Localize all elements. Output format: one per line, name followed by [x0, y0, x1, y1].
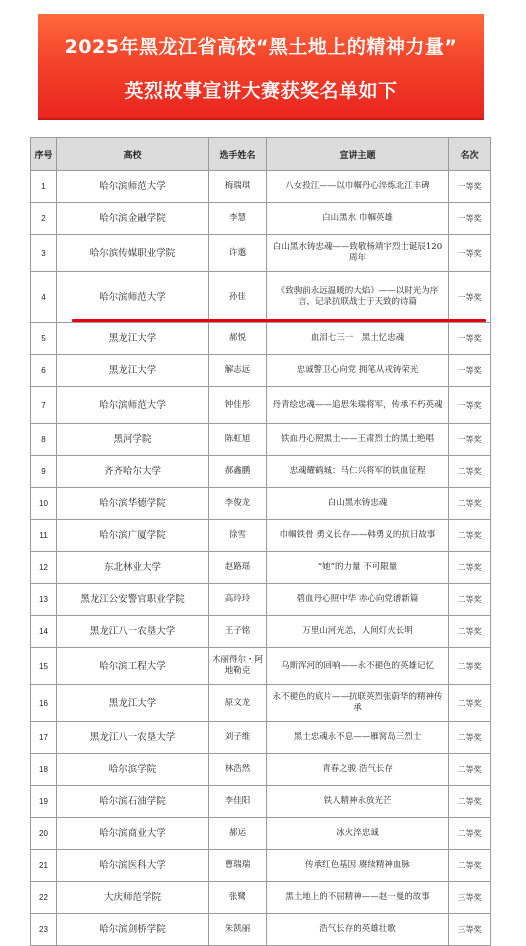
cell-award: 二等奖	[449, 818, 491, 850]
cell-award: 一等奖	[449, 424, 491, 456]
cell-theme: 传承红色基因 赓续精神血脉	[267, 850, 449, 882]
table-row	[31, 648, 491, 685]
cell-name: 李慧	[209, 203, 267, 235]
cell-name: 刘子维	[209, 722, 267, 754]
header-school: 高校	[57, 138, 209, 171]
cell-theme: 白山黑水 巾帼英雄	[267, 203, 449, 235]
cell-school: 东北林业大学	[57, 552, 209, 584]
cell-award: 二等奖	[449, 520, 491, 552]
header-theme: 宣讲主题	[267, 138, 449, 171]
cell-theme: 冰火淬忠诚	[267, 818, 449, 850]
cell-school: 哈尔滨工程大学	[57, 648, 209, 685]
cell-name: 郝悦	[209, 323, 267, 355]
cell-name: 郝鑫鹏	[209, 456, 267, 488]
table-row	[31, 272, 491, 323]
cell-no: 17	[31, 722, 57, 754]
cell-theme: 黑土忠魂永不息——雁窝岛三烈士	[267, 722, 449, 754]
cell-school: 哈尔滨学院	[57, 754, 209, 786]
cell-name: 许邈	[209, 235, 267, 272]
cell-school: 大庆师范学院	[57, 882, 209, 914]
table-row	[31, 786, 491, 818]
cell-theme: 巾帼铁骨 勇义长存——韩勇义的抗日故事	[267, 520, 449, 552]
cell-theme: 铁血丹心照黑土——王肃烈士的黑土绝唱	[267, 424, 449, 456]
cell-no: 2	[31, 203, 57, 235]
cell-school: 哈尔滨石油学院	[57, 786, 209, 818]
header-award: 名次	[449, 138, 491, 171]
cell-school: 黑河学院	[57, 424, 209, 456]
table-row	[31, 914, 491, 946]
cell-name: 曹瑞瑞	[209, 850, 267, 882]
cell-name: 解志远	[209, 355, 267, 387]
cell-theme: 血泪七三一 黑土忆忠魂	[267, 323, 449, 355]
cell-name: 梅瑞琪	[209, 171, 267, 203]
cell-theme: 八女投江——以巾帼丹心淬炼北江丰碑	[267, 171, 449, 203]
cell-award: 二等奖	[449, 722, 491, 754]
cell-name: 林浩然	[209, 754, 267, 786]
cell-award: 二等奖	[449, 754, 491, 786]
cell-school: 哈尔滨商业大学	[57, 818, 209, 850]
table-row	[31, 685, 491, 722]
cell-no: 4	[31, 272, 57, 323]
cell-no: 16	[31, 685, 57, 722]
red-underline-mark	[72, 319, 486, 322]
cell-no: 5	[31, 323, 57, 355]
cell-award: 二等奖	[449, 456, 491, 488]
cell-name: 木丽得尔・阿地勒克	[209, 648, 267, 685]
table-row	[31, 424, 491, 456]
cell-theme: 浩气长存的英雄壮歌	[267, 914, 449, 946]
cell-award: 一等奖	[449, 323, 491, 355]
cell-award: 一等奖	[449, 355, 491, 387]
table-row	[31, 754, 491, 786]
cell-theme: 忠魂耀鹤城：马仁兴将军的铁血征程	[267, 456, 449, 488]
cell-no: 15	[31, 648, 57, 685]
cell-school: 齐齐哈尔大学	[57, 456, 209, 488]
cell-no: 8	[31, 424, 57, 456]
banner-area	[0, 0, 526, 128]
table-row	[31, 520, 491, 552]
table-body	[31, 171, 491, 946]
cell-award: 一等奖	[449, 387, 491, 424]
cell-name: 王子铭	[209, 616, 267, 648]
cell-school: 哈尔滨师范大学	[57, 272, 209, 323]
table-row	[31, 488, 491, 520]
cell-theme: 忠诚警卫心向党 拥笔从戎铸荣光	[267, 355, 449, 387]
cell-name: 陈虹旭	[209, 424, 267, 456]
table-row	[31, 355, 491, 387]
cell-no: 11	[31, 520, 57, 552]
cell-theme: 万里山河光恙，人间灯火长明	[267, 616, 449, 648]
cell-award: 二等奖	[449, 488, 491, 520]
table-row	[31, 387, 491, 424]
cell-school: 黑龙江公安警官职业学院	[57, 584, 209, 616]
cell-school: 哈尔滨医科大学	[57, 850, 209, 882]
cell-no: 9	[31, 456, 57, 488]
cell-school: 哈尔滨传媒职业学院	[57, 235, 209, 272]
cell-award: 一等奖	[449, 203, 491, 235]
cell-name: 孙佳	[209, 272, 267, 323]
cell-school: 哈尔滨华德学院	[57, 488, 209, 520]
cell-no: 14	[31, 616, 57, 648]
cell-school: 黑龙江大学	[57, 323, 209, 355]
cell-no: 23	[31, 914, 57, 946]
cell-theme: 白山黑水铸忠魂——致敬杨靖宇烈士诞辰120周年	[267, 235, 449, 272]
cell-name: 徐雪	[209, 520, 267, 552]
cell-no: 22	[31, 882, 57, 914]
cell-school: 哈尔滨师范大学	[57, 387, 209, 424]
cell-theme: 永不褪色的底片——抗联英烈张蔚华的精神传承	[267, 685, 449, 722]
award-table	[30, 137, 491, 946]
cell-no: 6	[31, 355, 57, 387]
cell-theme: 黑土地上的不屈精神——赵一曼的故事	[267, 882, 449, 914]
cell-school: 哈尔滨剑桥学院	[57, 914, 209, 946]
cell-name: 李佳阳	[209, 786, 267, 818]
table-row	[31, 552, 491, 584]
award-table-container	[30, 137, 490, 946]
cell-school: 黑龙江大学	[57, 355, 209, 387]
cell-award: 三等奖	[449, 882, 491, 914]
cell-no: 20	[31, 818, 57, 850]
cell-no: 10	[31, 488, 57, 520]
cell-theme: 丹青绘忠魂——追思朱瑞将军，传承不朽英魂	[267, 387, 449, 424]
cell-award: 一等奖	[449, 272, 491, 323]
table-row	[31, 616, 491, 648]
table-row	[31, 818, 491, 850]
cell-theme: 《致驹前永远温暖的大焰》——以时光为序言，记录抗联战士于天致的诗篇	[267, 272, 449, 323]
cell-no: 19	[31, 786, 57, 818]
cell-school: 哈尔滨师范大学	[57, 171, 209, 203]
title-banner	[38, 14, 484, 118]
table-row	[31, 171, 491, 203]
table-row	[31, 323, 491, 355]
cell-name: 朱凯丽	[209, 914, 267, 946]
cell-award: 三等奖	[449, 914, 491, 946]
cell-name: 高玲玲	[209, 584, 267, 616]
cell-no: 18	[31, 754, 57, 786]
cell-no: 7	[31, 387, 57, 424]
banner-title-line2: 英烈故事宣讲大赛获奖名单如下	[124, 80, 398, 102]
cell-no: 21	[31, 850, 57, 882]
cell-theme: 铁人精神永放光芒	[267, 786, 449, 818]
cell-award: 二等奖	[449, 552, 491, 584]
cell-award: 二等奖	[449, 850, 491, 882]
cell-award: 一等奖	[449, 235, 491, 272]
cell-name: 郝运	[209, 818, 267, 850]
cell-theme: 碧血丹心照中华 赤心向党谱新篇	[267, 584, 449, 616]
cell-theme: 乌斯浑河的回响——永不褪色的英雄记忆	[267, 648, 449, 685]
cell-award: 二等奖	[449, 685, 491, 722]
cell-no: 3	[31, 235, 57, 272]
cell-name: 李俊龙	[209, 488, 267, 520]
header-name: 选手姓名	[209, 138, 267, 171]
table-row	[31, 456, 491, 488]
cell-no: 1	[31, 171, 57, 203]
table-header-row	[31, 138, 491, 171]
cell-theme: 青春之骏 浩气长存	[267, 754, 449, 786]
cell-award: 二等奖	[449, 584, 491, 616]
cell-school: 黑龙江大学	[57, 685, 209, 722]
table-row	[31, 584, 491, 616]
table-row	[31, 203, 491, 235]
table-row	[31, 722, 491, 754]
cell-no: 12	[31, 552, 57, 584]
header-no: 序号	[31, 138, 57, 171]
cell-theme: “她”的力量 不可限量	[267, 552, 449, 584]
cell-award: 二等奖	[449, 616, 491, 648]
banner-title-line1: 2025年黑龙江省高校“黑土地上的精神力量”	[64, 36, 458, 58]
cell-school: 哈尔滨金融学院	[57, 203, 209, 235]
cell-theme: 白山黑水铸忠魂	[267, 488, 449, 520]
cell-school: 黑龙江八一农垦大学	[57, 616, 209, 648]
cell-name: 赵路瑶	[209, 552, 267, 584]
cell-award: 一等奖	[449, 171, 491, 203]
cell-school: 哈尔滨广厦学院	[57, 520, 209, 552]
cell-school: 黑龙江八一农垦大学	[57, 722, 209, 754]
cell-no: 13	[31, 584, 57, 616]
table-row	[31, 235, 491, 272]
cell-name: 原文龙	[209, 685, 267, 722]
cell-award: 二等奖	[449, 786, 491, 818]
cell-name: 钟佳彤	[209, 387, 267, 424]
cell-name: 张鹭	[209, 882, 267, 914]
table-row	[31, 882, 491, 914]
cell-award: 二等奖	[449, 648, 491, 685]
